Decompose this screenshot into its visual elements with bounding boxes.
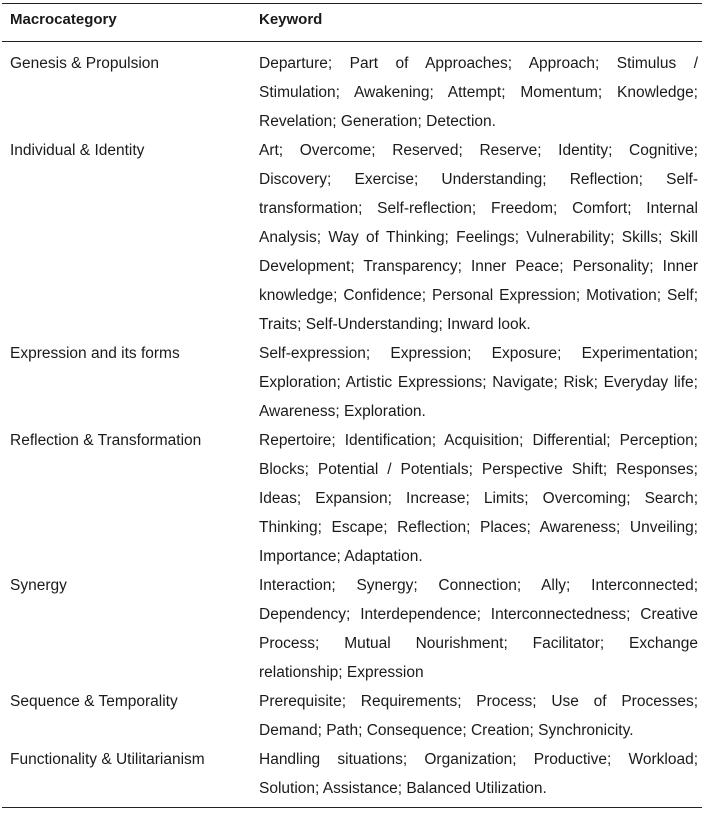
keyword-table-container bbox=[2, 3, 702, 808]
row-keywords: Self-expression; Expression; Exposure; Experimentation; Exploration; Artistic Expressions; Navigate; Risk; Everyday life; Awareness; Exploration. bbox=[259, 345, 698, 420]
row-category: Functionality & Utilitarianism bbox=[2, 745, 251, 808]
row-keywords: Prerequisite; Requirements; Process; Use of Processes; Demand; Path; Consequence; Creation; Synchronicity. bbox=[259, 693, 698, 739]
row-category: Individual & Identity bbox=[10, 142, 145, 159]
header-macrocategory: Macrocategory bbox=[2, 4, 251, 42]
row-category: Genesis & Propulsion bbox=[10, 55, 160, 72]
row-category: Sequence & Temporality bbox=[10, 693, 178, 710]
table-row bbox=[2, 426, 702, 571]
row-keywords: Repertoire; Identification; Acquisition; Differential; Perception; Blocks; Potential / Potentials; Perspective Shift; Responses; Ideas; Expansion; Increase; Limits; Overcoming; Search; Thinking; Escape; Reflection; Places; Awareness; Unveiling; Importance; Adaptation. bbox=[259, 432, 698, 565]
table-row bbox=[2, 136, 702, 339]
row-category: Synergy bbox=[10, 577, 67, 594]
table-header bbox=[2, 4, 702, 42]
keyword-table bbox=[2, 3, 702, 808]
row-category: Expression and its forms bbox=[10, 345, 180, 362]
row-keywords: Departure; Part of Approaches; Approach; Stimulus / Stimulation; Awakening; Attempt; Momentum; Knowledge; Revelation; Generation; Detection. bbox=[259, 55, 698, 130]
table-row bbox=[2, 339, 702, 426]
table-body bbox=[2, 42, 702, 808]
header-keyword: Keyword bbox=[251, 4, 702, 42]
row-keywords: Handling situations; Organization; Productive; Workload; Solution; Assistance; Balanced Utilization. bbox=[251, 745, 702, 808]
row-keywords: Interaction; Synergy; Connection; Ally; Interconnected; Dependency; Interdependence; Interconnectedness; Creative Process; Mutual Nourishment; Facilitator; Exchange relationship; Expression bbox=[259, 577, 698, 681]
table-row bbox=[2, 687, 702, 745]
header-row bbox=[2, 4, 702, 42]
row-keywords: Art; Overcome; Reserved; Reserve; Identity; Cognitive; Discovery; Exercise; Understanding; Reflection; Self-transformation; Self-reflection; Freedom; Comfort; Internal Analysis; Way of Thinking; Feelings; Vulnerability; Skills; Skill Development; Transparency; Inner Peace; Personality; Inner knowledge; Confidence; Personal Expression; Motivation; Self; Traits; Self-Understanding; Inward look. bbox=[259, 142, 698, 333]
row-category: Reflection & Transformation bbox=[10, 432, 202, 449]
table-row bbox=[2, 42, 702, 137]
table-row bbox=[2, 745, 702, 808]
table-row bbox=[2, 571, 702, 687]
